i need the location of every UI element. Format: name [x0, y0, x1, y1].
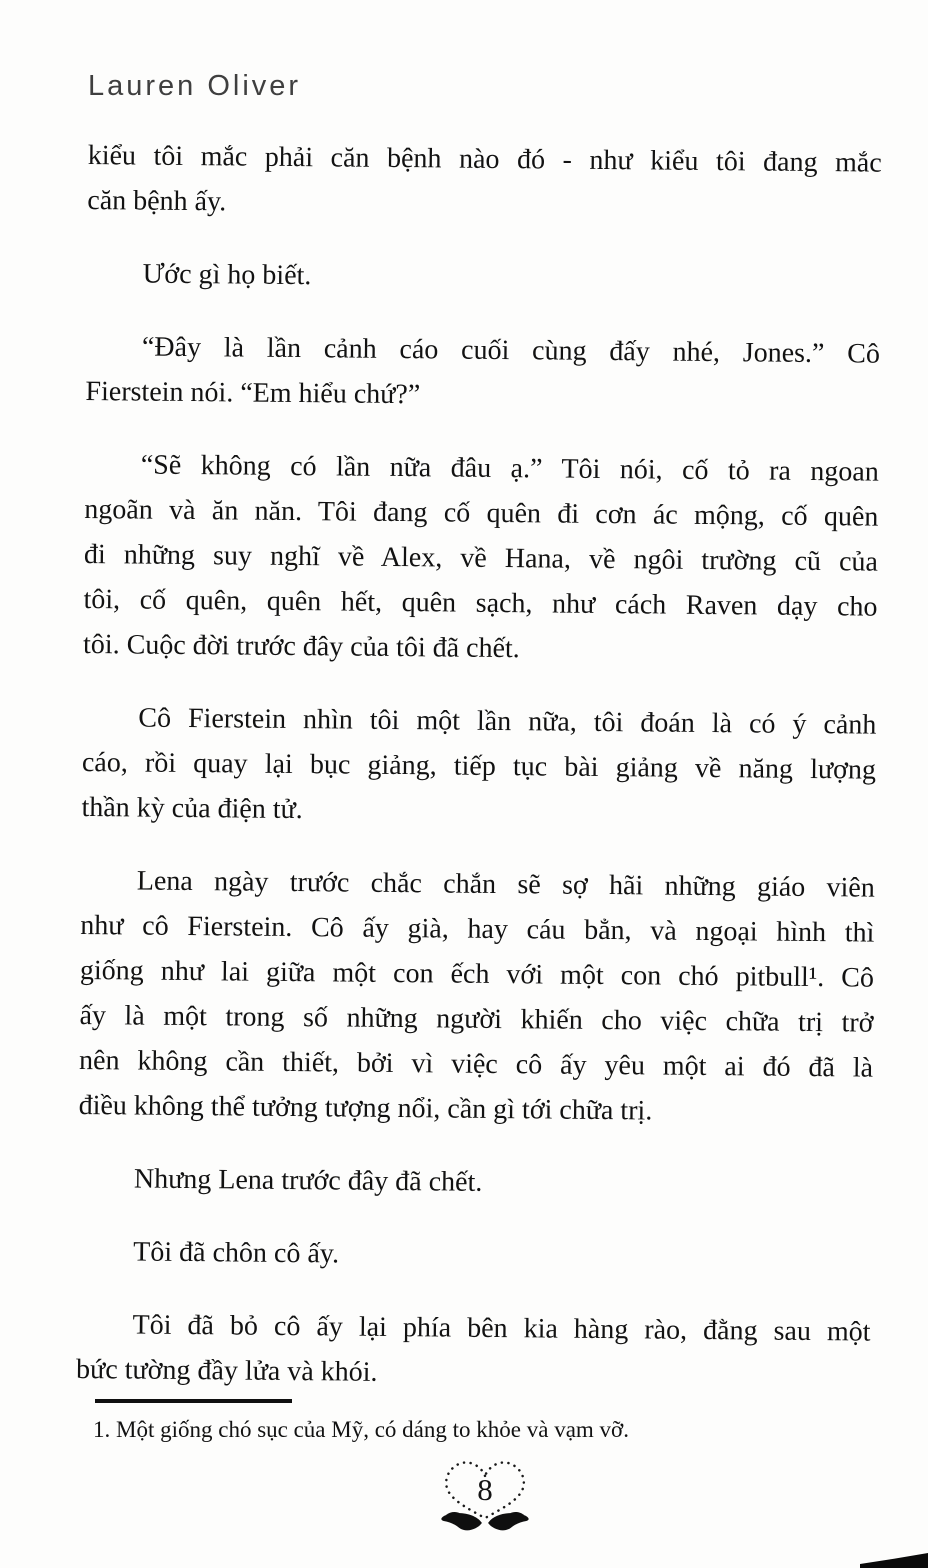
- text-line: tôi. Cuộc đời trước đây của tôi đã chết.: [82, 628, 520, 665]
- footnote-divider: [95, 1399, 292, 1403]
- text-line: ấy là một trong số những người khiến cho việc chữa trị trở: [79, 999, 874, 1039]
- text-line: Nhưng Lena trước đây đã chết.: [133, 1163, 483, 1198]
- text-line: Cô Fierstein nhìn tôi một lần nữa, tôi đoán là có ý cảnh: [138, 702, 877, 741]
- text-line: nên không cần thiết, bởi vì việc cô ấy yêu một ai đó đã là: [78, 1044, 874, 1084]
- wing-flourish-right-icon: [488, 1512, 529, 1530]
- text-line: “Đây là lần cảnh cáo cuối cùng đấy nhé, Jones.” Cô: [141, 331, 881, 370]
- text-line: Lena ngày trước chắc chắn sẽ sợ hãi những giáo viên: [136, 865, 875, 904]
- text-line: “Sẽ không có lần nữa đâu ạ.” Tôi nói, cố tỏ ra ngoan: [140, 449, 879, 488]
- text-line: cáo, rồi quay lại bục giảng, tiếp tục bài giảng về năng lượng: [81, 746, 877, 786]
- text-line: ngoãn và ăn năn. Tôi đang cố quên đi cơn ác mộng, cố quên: [84, 493, 879, 533]
- text-line: Ước gì họ biết.: [142, 258, 312, 292]
- text-line: Tôi đã chôn cô ấy.: [133, 1236, 340, 1270]
- text-line: Fierstein nói. “Em hiểu chứ?”: [85, 375, 421, 411]
- footnote-text: 1. Một giống chó sục của Mỹ, có dáng to khỏe và vạm vỡ.: [93, 1417, 629, 1442]
- text-line: bức tường đầy lửa và khói.: [75, 1353, 378, 1388]
- body-text: [76, 133, 882, 1428]
- text-line: căn bệnh ấy.: [87, 184, 227, 218]
- text-line: đi những suy nghĩ về Alex, về Hana, về ngôi trường cũ của: [83, 538, 879, 578]
- wing-flourish-left-icon: [441, 1512, 482, 1530]
- text-line: như cô Fierstein. Cô ấy già, hay cáu bẳn, và ngoại hình thì: [80, 909, 875, 949]
- author-header: Lauren Oliver: [88, 70, 302, 102]
- text-line: điều không thể tưởng tượng nổi, cần gì tới chữa trị.: [78, 1089, 653, 1127]
- text-line: Tôi đã bỏ cô ấy lại phía bên kia hàng rào, đằng sau một: [132, 1309, 871, 1348]
- text-line: thần kỳ của điện tử.: [81, 791, 303, 826]
- page-number: 8: [477, 1472, 493, 1507]
- scan-corner-artifact: [860, 1546, 928, 1568]
- text-line: giống như lai giữa một con ếch với một con chó pitbull¹. Cô: [79, 954, 875, 994]
- text-line: tôi, cố quên, quên hết, quên sạch, như cách Raven dạy cho: [83, 583, 878, 623]
- text-line: kiểu tôi mắc phải căn bệnh nào đó - như kiểu tôi đang mắc: [87, 139, 882, 179]
